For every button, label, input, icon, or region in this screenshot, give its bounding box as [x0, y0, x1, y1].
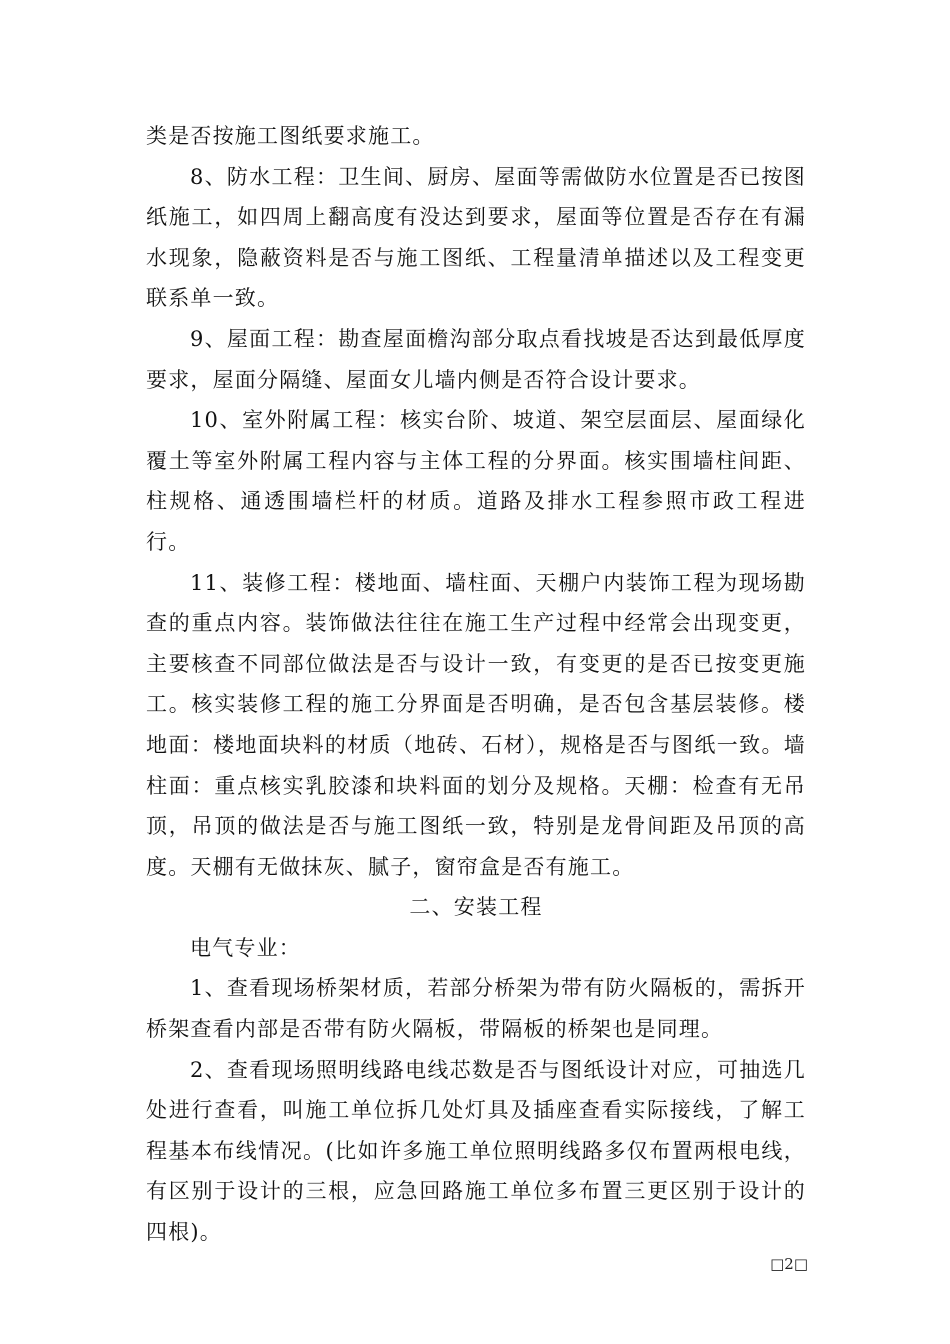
paragraph-lighting-wiring: 2、查看现场照明线路电线芯数是否与图纸设计对应，可抽选几处进行查看，叫施工单位拆几处灯具及插座查看实际接线，了解工程基本布线情况。(比如许多施工单位照明线路多仅布置两根电线，有区别于设计的三根，应急回路施工单位多布置三更区别于设计的四根)。 — [146, 1057, 806, 1245]
subheading-electrical: 电气专业： — [190, 935, 301, 960]
page-number-value: 2 — [784, 1255, 794, 1273]
paragraph-continuation: 类是否按施工图纸要求施工。 — [146, 124, 435, 148]
page-number — [760, 1254, 808, 1274]
paragraph-waterproofing: 8、防水工程：卫生间、厨房、屋面等需做防水位置是否已按图纸施工，如四周上翻高度有没达到要求，屋面等位置是否存在有漏水现象，隐蔽资料是否与施工图纸、工程量清单描述以及工程变更联系单一致。 — [146, 164, 806, 311]
paragraph-roofing: 9、屋面工程：勘查屋面檐沟部分取点看找坡是否达到最低厚度要求，屋面分隔缝、屋面女儿墙内侧是否符合设计要求。 — [146, 326, 806, 392]
section-heading-installation: 二、安装工程 — [409, 895, 543, 920]
paragraph-decoration: 11、装修工程：楼地面、墙柱面、天棚户内装饰工程为现场勘查的重点内容。装饰做法往往在施工生产过程中经常会出现变更，主要核查不同部位做法是否与设计一致，有变更的是否已按变更施工。核实装修工程的施工分界面是否明确，是否包含基层装修。楼地面：楼地面块料的材质（地砖、石材），规格是否与图纸一致。墙柱面：重点核实乳胶漆和块料面的划分及规格。天棚：检查有无吊顶，吊顶的做法是否与施工图纸一致，特别是龙骨间距及吊顶的高度。天棚有无做抹灰、腻子，窗帘盒是否有施工。 — [146, 570, 806, 879]
page-number-left-mark: □ — [770, 1255, 785, 1273]
paragraph-cable-tray: 1、查看现场桥架材质，若部分桥架为带有防火隔板的，需拆开桥架查看内部是否带有防火隔板，带隔板的桥架也是同理。 — [146, 976, 806, 1042]
paragraph-outdoor-works: 10、室外附属工程：核实台阶、坡道、架空层面层、屋面绿化覆土等室外附属工程内容与主体工程的分界面。核实围墙柱间距、柱规格、通透围墙栏杆的材质。道路及排水工程参照市政工程进行。 — [146, 408, 806, 554]
document-body — [146, 116, 806, 1253]
page-number-right-mark: □ — [793, 1255, 808, 1273]
